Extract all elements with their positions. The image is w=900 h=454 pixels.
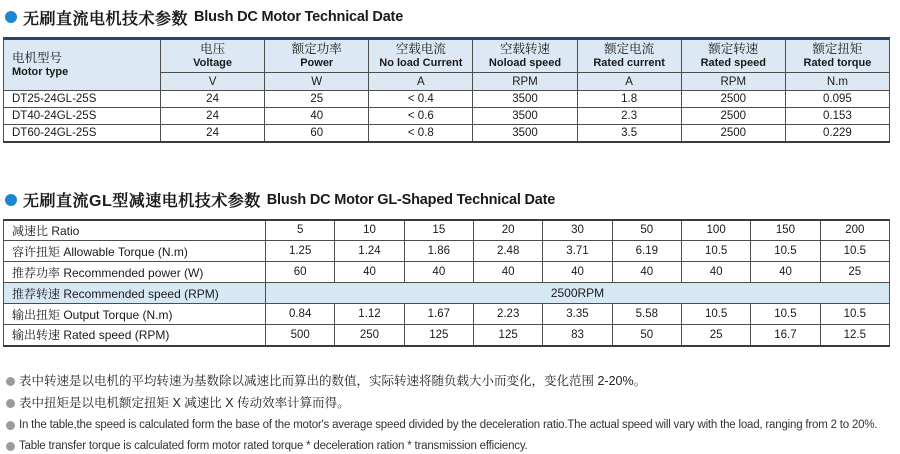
section1-title — [5, 5, 890, 29]
value-cell: 2500 — [681, 91, 785, 108]
value-cell: 10.5 — [820, 304, 889, 325]
header-zh: 额定转速 — [708, 42, 759, 56]
value-cell: 25 — [265, 91, 369, 108]
gray-bullet-icon — [6, 399, 15, 408]
value-cell: 3500 — [473, 125, 577, 142]
model-cell: DT40-24GL-25S — [4, 108, 161, 125]
value-cell: 0.153 — [785, 108, 889, 125]
section1-title-en: Blush DC Motor Technical Date — [194, 9, 404, 25]
value-cell: 0.84 — [266, 304, 335, 325]
table-row — [4, 325, 890, 346]
header-zh: 电机型号 — [12, 51, 63, 65]
value-cell: 10 — [335, 220, 404, 241]
unit-cell: V — [161, 73, 265, 91]
value-cell: 24 — [161, 91, 265, 108]
header-en: Power — [300, 57, 334, 69]
value-cell: 50 — [612, 220, 681, 241]
row-label-cell: 容许扭矩 Allowable Torque (N.m) — [4, 241, 266, 262]
value-cell: 3500 — [473, 91, 577, 108]
table-row — [4, 91, 890, 108]
header-cell-rated-torque — [785, 39, 889, 73]
model-cell: DT25-24GL-25S — [4, 91, 161, 108]
value-cell: 50 — [612, 325, 681, 346]
blue-bullet-icon — [5, 11, 17, 23]
row-label-cell: 输出扭矩 Output Torque (N.m) — [4, 304, 266, 325]
value-cell: 125 — [473, 325, 542, 346]
value-cell: 40 — [612, 262, 681, 283]
value-cell: 40 — [335, 262, 404, 283]
header-cell-voltage — [161, 39, 265, 73]
table-row — [4, 220, 890, 241]
value-cell: 2500 — [681, 108, 785, 125]
value-cell: 250 — [335, 325, 404, 346]
value-cell: 5 — [266, 220, 335, 241]
unit-cell: A — [369, 73, 473, 91]
value-cell: < 0.8 — [369, 125, 473, 142]
value-cell: 3.35 — [543, 304, 612, 325]
header-en: Noload speed — [488, 57, 562, 69]
header-cell-motor-type — [4, 39, 161, 91]
footnote-text: Table transfer torque is calculated form motor rated torque * deceleration ration * transmission efficiency. — [19, 439, 528, 452]
model-cell: DT60-24GL-25S — [4, 125, 161, 142]
value-cell: 100 — [681, 220, 750, 241]
value-cell: 500 — [266, 325, 335, 346]
header-en: Rated current — [593, 57, 665, 69]
unit-cell: RPM — [681, 73, 785, 91]
value-cell: 12.5 — [820, 325, 889, 346]
value-cell: 2500 — [681, 125, 785, 142]
gray-bullet-icon — [6, 421, 15, 430]
table-row — [4, 108, 890, 125]
header-en: Rated torque — [803, 57, 872, 69]
value-cell: 60 — [265, 125, 369, 142]
footnote-text: 表中扭矩是以电机额定扭矩 X 减速比 X 传动效率计算而得。 — [19, 395, 350, 410]
row-label-cell: 减速比 Ratio — [4, 220, 266, 241]
value-cell: 3500 — [473, 108, 577, 125]
value-cell: 30 — [543, 220, 612, 241]
span-value-cell: 2500RPM — [266, 283, 890, 304]
value-cell: < 0.6 — [369, 108, 473, 125]
value-cell: 2.3 — [577, 108, 681, 125]
table-row-highlighted — [4, 283, 890, 304]
section2-title-en: Blush DC Motor GL-Shaped Technical Date — [266, 191, 556, 208]
footnote-text: In the table,the speed is calculated form the base of the motor's average speed divided by the deceleration ratio.The actual speed will vary with the load, ranging from 2 to 20%. — [19, 418, 878, 431]
value-cell: 1.24 — [335, 241, 404, 262]
section1-title-zh: 无刷直流电机技术参数 — [23, 10, 189, 28]
value-cell: 10.5 — [751, 241, 820, 262]
unit-cell: RPM — [473, 73, 577, 91]
table-row — [4, 304, 890, 325]
header-en: Motor type — [12, 66, 69, 78]
row-label-cell: 推荐功率 Recommended power (W) — [4, 262, 266, 283]
value-cell: 16.7 — [751, 325, 820, 346]
footnote-text: 表中转速是以电机的平均转速为基数除以减速比而算出的数值，实际转速将随负载大小而变化，变化范围 2-20%。 — [19, 373, 647, 388]
value-cell: 10.5 — [681, 241, 750, 262]
value-cell: 25 — [820, 262, 889, 283]
value-cell: 24 — [161, 125, 265, 142]
value-cell: 10.5 — [820, 241, 889, 262]
header-zh: 空载转速 — [499, 42, 550, 56]
value-cell: 83 — [543, 325, 612, 346]
value-cell: 1.8 — [577, 91, 681, 108]
header-cell-rated-speed — [681, 39, 785, 73]
value-cell: 40 — [404, 262, 473, 283]
value-cell: 150 — [751, 220, 820, 241]
value-cell: 40 — [265, 108, 369, 125]
header-zh: 额定扭矩 — [812, 42, 863, 56]
header-en: No load Current — [379, 57, 463, 69]
footnote — [6, 396, 890, 411]
value-cell: 1.67 — [404, 304, 473, 325]
header-cell-noload-speed — [473, 39, 577, 73]
value-cell: 125 — [404, 325, 473, 346]
value-cell: 15 — [404, 220, 473, 241]
value-cell: 3.5 — [577, 125, 681, 142]
footnote — [6, 439, 890, 453]
header-cell-rated-current — [577, 39, 681, 73]
value-cell: 1.25 — [266, 241, 335, 262]
header-zh: 额定功率 — [291, 42, 342, 56]
unit-cell: W — [265, 73, 369, 91]
section2-title — [5, 188, 890, 212]
header-zh: 空载电流 — [395, 42, 446, 56]
value-cell: 5.58 — [612, 304, 681, 325]
header-zh: 额定电流 — [604, 42, 655, 56]
blue-bullet-icon — [5, 194, 17, 206]
table-row — [4, 125, 890, 142]
value-cell: 6.19 — [612, 241, 681, 262]
header-cell-power — [265, 39, 369, 73]
value-cell: 40 — [543, 262, 612, 283]
value-cell: 24 — [161, 108, 265, 125]
motor-spec-table — [3, 37, 890, 143]
table-header-row — [4, 39, 890, 73]
header-en: Rated speed — [700, 57, 766, 69]
value-cell: 2.23 — [473, 304, 542, 325]
section2-title-zh: 无刷直流GL型减速电机技术参数 — [23, 193, 261, 210]
value-cell: 0.229 — [785, 125, 889, 142]
unit-cell: N.m — [785, 73, 889, 91]
value-cell: < 0.4 — [369, 91, 473, 108]
value-cell: 2.48 — [473, 241, 542, 262]
value-cell: 20 — [473, 220, 542, 241]
value-cell: 10.5 — [681, 304, 750, 325]
footnote — [6, 418, 890, 432]
footnote — [6, 374, 890, 389]
value-cell: 1.86 — [404, 241, 473, 262]
unit-cell: A — [577, 73, 681, 91]
value-cell: 25 — [681, 325, 750, 346]
value-cell: 1.12 — [335, 304, 404, 325]
header-zh: 电压 — [200, 42, 226, 56]
value-cell: 200 — [820, 220, 889, 241]
table-row — [4, 241, 890, 262]
header-en: Voltage — [193, 57, 233, 69]
gear-motor-spec-table — [3, 219, 890, 347]
value-cell: 40 — [751, 262, 820, 283]
value-cell: 10.5 — [751, 304, 820, 325]
value-cell: 0.095 — [785, 91, 889, 108]
row-label-cell: 推荐转速 Recommended speed (RPM) — [4, 283, 266, 304]
header-cell-noload-current — [369, 39, 473, 73]
row-label-cell: 输出转速 Rated speed (RPM) — [4, 325, 266, 346]
gray-bullet-icon — [6, 442, 15, 451]
footnotes — [6, 374, 890, 453]
value-cell: 40 — [681, 262, 750, 283]
value-cell: 40 — [473, 262, 542, 283]
gray-bullet-icon — [6, 377, 15, 386]
value-cell: 60 — [266, 262, 335, 283]
table-row — [4, 262, 890, 283]
value-cell: 3.71 — [543, 241, 612, 262]
